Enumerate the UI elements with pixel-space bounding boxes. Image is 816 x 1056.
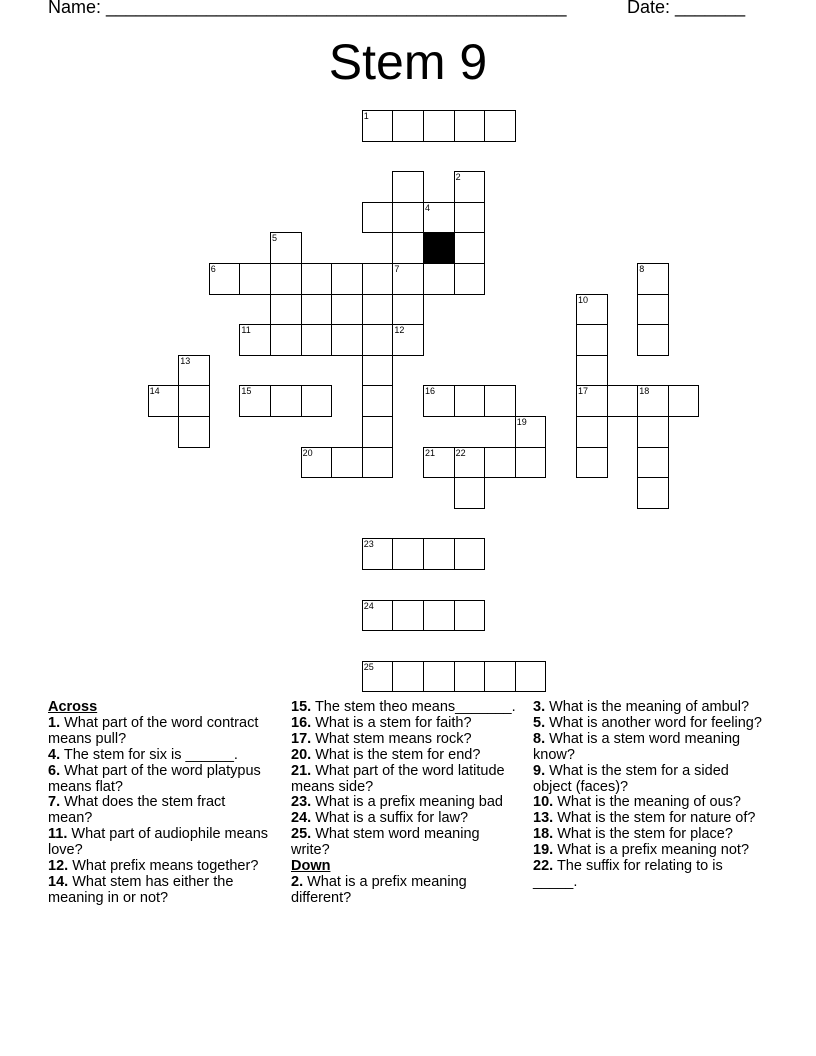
clue-label-number: 17. bbox=[291, 730, 312, 747]
clue-text: What is the stem for a sided object (faces)? bbox=[533, 762, 729, 795]
clue bbox=[533, 811, 768, 827]
crossword-cell[interactable] bbox=[270, 324, 302, 356]
clue-text: What part of the word platypus means flat? bbox=[48, 762, 261, 795]
crossword-cell[interactable] bbox=[331, 447, 363, 479]
clue-label-number: 12. bbox=[48, 858, 69, 875]
crossword-cell[interactable] bbox=[484, 385, 516, 417]
clue-number: 15 bbox=[241, 386, 252, 397]
clue-text: What part of the word latitude means side? bbox=[291, 762, 505, 795]
clue-label-number: 23. bbox=[291, 794, 312, 811]
crossword-cell[interactable] bbox=[423, 110, 455, 142]
clue bbox=[48, 827, 273, 859]
crossword-cell[interactable] bbox=[454, 110, 486, 142]
clue-label-number: 14. bbox=[48, 873, 69, 890]
clue bbox=[48, 859, 273, 875]
crossword-cell[interactable] bbox=[362, 416, 394, 448]
clue bbox=[48, 716, 273, 748]
crossword-cell[interactable] bbox=[637, 324, 669, 356]
crossword-cell[interactable] bbox=[576, 385, 608, 417]
crossword-cell[interactable] bbox=[362, 538, 394, 570]
clue-label-number: 6. bbox=[48, 762, 61, 779]
crossword-cell[interactable] bbox=[454, 171, 486, 203]
clue-text: What is a suffix for law? bbox=[311, 810, 469, 827]
crossword-cell[interactable] bbox=[607, 385, 639, 417]
crossword-cell[interactable] bbox=[515, 661, 547, 693]
crossword-cell[interactable] bbox=[515, 447, 547, 479]
clue-text: What is the meaning of ambul? bbox=[545, 699, 750, 715]
clue bbox=[291, 875, 516, 907]
clue-text: What stem word meaning write? bbox=[291, 826, 480, 859]
crossword-cell[interactable] bbox=[576, 355, 608, 387]
crossword-cell[interactable] bbox=[362, 600, 394, 632]
crossword-cell[interactable] bbox=[331, 263, 363, 295]
clue-number: 25 bbox=[363, 661, 374, 672]
clue-label-number: 24. bbox=[291, 810, 312, 827]
crossword-cell[interactable] bbox=[454, 661, 486, 693]
crossword-cell[interactable] bbox=[392, 538, 424, 570]
clue-text: The stem theo means_______. bbox=[311, 699, 516, 715]
crossword-cell[interactable] bbox=[270, 263, 302, 295]
crossword-cell[interactable] bbox=[239, 263, 271, 295]
clue bbox=[533, 827, 768, 843]
page-title: Stem 9 bbox=[328, 34, 488, 90]
clue-label-number: 11. bbox=[48, 826, 68, 843]
clue-text: What stem means rock? bbox=[311, 730, 472, 747]
clue-number: 18 bbox=[639, 386, 650, 397]
crossword-cell[interactable] bbox=[362, 324, 394, 356]
crossword-cell[interactable] bbox=[301, 447, 333, 479]
crossword-cell[interactable] bbox=[484, 661, 516, 693]
clue-number: 24 bbox=[363, 600, 374, 611]
down-heading: Down bbox=[291, 858, 331, 875]
clue-label-number: 1. bbox=[48, 714, 61, 731]
clue bbox=[291, 827, 516, 859]
crossword-cell[interactable] bbox=[392, 171, 424, 203]
clue-number: 21 bbox=[425, 447, 436, 458]
clue bbox=[533, 732, 768, 764]
crossword-cell[interactable] bbox=[576, 294, 608, 326]
clue-number: 13 bbox=[180, 355, 191, 366]
clue-label-number: 4. bbox=[48, 746, 61, 763]
crossword-cell[interactable] bbox=[362, 355, 394, 387]
crossword-cell[interactable] bbox=[148, 385, 180, 417]
crossword-cell[interactable] bbox=[423, 385, 455, 417]
crossword-cell[interactable] bbox=[484, 447, 516, 479]
clue bbox=[48, 764, 273, 796]
clue-number: 23 bbox=[363, 539, 374, 550]
crossword-cell[interactable] bbox=[331, 294, 363, 326]
crossword-cell[interactable] bbox=[301, 385, 333, 417]
clue-number: 8 bbox=[639, 264, 645, 274]
across-heading: Across bbox=[48, 699, 98, 715]
clue-number: 1 bbox=[363, 111, 369, 121]
clue-text: The suffix for relating to is _____. bbox=[533, 858, 723, 890]
crossword-cell[interactable] bbox=[301, 324, 333, 356]
crossword-cell[interactable] bbox=[362, 263, 394, 295]
crossword-cell[interactable] bbox=[270, 232, 302, 264]
clue-label-number: 8. bbox=[533, 730, 546, 747]
clue-text: What stem has either the meaning in or not? bbox=[48, 873, 234, 906]
clue-text: What prefix means together? bbox=[68, 858, 259, 875]
clue-number: 16 bbox=[425, 386, 436, 397]
crossword-cell[interactable] bbox=[637, 416, 669, 448]
crossword-cell[interactable] bbox=[637, 263, 669, 295]
crossword-cell[interactable] bbox=[423, 600, 455, 632]
clue bbox=[48, 795, 273, 827]
crossword-cell[interactable] bbox=[392, 263, 424, 295]
crossword-cell[interactable] bbox=[423, 661, 455, 693]
clue bbox=[48, 875, 273, 907]
clue-text: What is the stem for nature of? bbox=[553, 810, 756, 827]
crossword-cell[interactable] bbox=[423, 202, 455, 234]
crossword-cell[interactable] bbox=[637, 477, 669, 509]
clue-text: What is the meaning of ous? bbox=[553, 794, 741, 811]
clue-text: What is a prefix meaning bad bbox=[311, 794, 503, 811]
clue-label-number: 21. bbox=[291, 762, 312, 779]
crossword-black-cell bbox=[423, 232, 455, 264]
clue bbox=[291, 748, 516, 764]
clue bbox=[291, 795, 516, 811]
clue-text: What is a prefix meaning not? bbox=[553, 842, 750, 859]
clue-label-number: 16. bbox=[291, 714, 312, 731]
across-clues-column bbox=[48, 700, 273, 907]
clue-text: The stem for six is ______. bbox=[60, 746, 238, 763]
crossword-cell[interactable] bbox=[423, 263, 455, 295]
crossword-cell[interactable] bbox=[239, 324, 271, 356]
crossword-cell[interactable] bbox=[178, 355, 210, 387]
crossword-cell[interactable] bbox=[668, 385, 700, 417]
crossword-cell[interactable] bbox=[484, 110, 516, 142]
clue-number: 17 bbox=[578, 386, 589, 397]
clue-label-number: 13. bbox=[533, 810, 554, 827]
crossword-cell[interactable] bbox=[362, 447, 394, 479]
crossword-cell[interactable] bbox=[454, 477, 486, 509]
crossword-cell[interactable] bbox=[270, 385, 302, 417]
clue-text: What part of the word contract means pull? bbox=[48, 714, 259, 747]
crossword-cell[interactable] bbox=[392, 294, 424, 326]
crossword-cell[interactable] bbox=[178, 385, 210, 417]
date-field-label: Date: _______ bbox=[627, 0, 746, 17]
crossword-cell[interactable] bbox=[392, 324, 424, 356]
clue bbox=[533, 843, 768, 859]
crossword-cell[interactable] bbox=[454, 447, 486, 479]
crossword-cell[interactable] bbox=[637, 385, 669, 417]
crossword-cell[interactable] bbox=[331, 324, 363, 356]
clue bbox=[291, 811, 516, 827]
clue-text: What is a prefix meaning different? bbox=[291, 873, 467, 906]
crossword-cell[interactable] bbox=[454, 232, 486, 264]
crossword-cell[interactable] bbox=[515, 416, 547, 448]
clue-text: What is another word for feeling? bbox=[545, 714, 762, 731]
crossword-cell[interactable] bbox=[362, 385, 394, 417]
clue-label-number: 10. bbox=[533, 794, 554, 811]
clue-number: 20 bbox=[302, 447, 313, 458]
crossword-cell[interactable] bbox=[454, 263, 486, 295]
crossword-cell[interactable] bbox=[362, 202, 394, 234]
crossword-cell[interactable] bbox=[454, 385, 486, 417]
crossword-cell[interactable] bbox=[239, 385, 271, 417]
crossword-cell[interactable] bbox=[392, 600, 424, 632]
clue bbox=[291, 732, 516, 748]
crossword-cell[interactable] bbox=[392, 202, 424, 234]
clue-label-number: 3. bbox=[533, 699, 546, 715]
crossword-cell[interactable] bbox=[178, 416, 210, 448]
clue-text: What is a stem for faith? bbox=[311, 714, 472, 731]
name-field-label: Name: ______________________________________________ bbox=[48, 0, 567, 17]
clue bbox=[533, 764, 768, 796]
crossword-cell[interactable] bbox=[576, 324, 608, 356]
crossword-cell[interactable] bbox=[637, 294, 669, 326]
crossword-cell[interactable] bbox=[392, 110, 424, 142]
crossword-cell[interactable] bbox=[301, 263, 333, 295]
clue-number: 6 bbox=[210, 264, 216, 274]
clue-label-number: 22. bbox=[533, 858, 554, 875]
clue bbox=[533, 700, 768, 716]
crossword-cell[interactable] bbox=[637, 447, 669, 479]
clue bbox=[291, 716, 516, 732]
crossword-cell[interactable] bbox=[209, 263, 241, 295]
clue-label-number: 20. bbox=[291, 746, 312, 763]
clue-label-number: 18. bbox=[533, 826, 554, 843]
clue-text: What part of audiophile means love? bbox=[48, 826, 269, 859]
down-clues-column bbox=[533, 700, 768, 891]
crossword-cell[interactable] bbox=[454, 600, 486, 632]
clue-number: 22 bbox=[455, 447, 466, 458]
crossword-cell[interactable] bbox=[270, 294, 302, 326]
clue-text: What is the stem for place? bbox=[553, 826, 733, 843]
clue-number: 7 bbox=[394, 264, 400, 274]
clue bbox=[48, 748, 273, 764]
clue-label-number: 5. bbox=[533, 714, 546, 731]
crossword-cell[interactable] bbox=[454, 202, 486, 234]
across-clues-column-2 bbox=[291, 700, 516, 907]
clue-label-number: 19. bbox=[533, 842, 554, 859]
crossword-cell[interactable] bbox=[423, 447, 455, 479]
clue-number: 19 bbox=[516, 417, 527, 427]
clue-text: What is a stem word meaning know? bbox=[533, 730, 741, 763]
clue-text: What is the stem for end? bbox=[311, 746, 481, 763]
clue bbox=[533, 859, 768, 891]
crossword-cell[interactable] bbox=[454, 538, 486, 570]
clue-label-number: 15. bbox=[291, 699, 312, 715]
crossword-cell[interactable] bbox=[392, 232, 424, 264]
clue-label-number: 2. bbox=[291, 873, 304, 890]
clue-number: 4 bbox=[425, 202, 431, 213]
clue bbox=[533, 716, 768, 732]
clue-label-number: 25. bbox=[291, 826, 312, 843]
clue bbox=[291, 700, 516, 716]
clue-text: What does the stem fract mean? bbox=[48, 794, 226, 827]
crossword-cell[interactable] bbox=[576, 416, 608, 448]
clue bbox=[533, 795, 768, 811]
crossword-cell[interactable] bbox=[576, 447, 608, 479]
crossword-cell[interactable] bbox=[362, 661, 394, 693]
clue-label-number: 7. bbox=[48, 794, 61, 811]
crossword-cell[interactable] bbox=[362, 110, 394, 142]
clue-label-number: 9. bbox=[533, 762, 546, 779]
clue-number: 2 bbox=[455, 172, 461, 183]
clue-number: 5 bbox=[272, 233, 278, 244]
clue bbox=[291, 764, 516, 796]
clue-number: 11 bbox=[241, 325, 251, 336]
crossword-cell[interactable] bbox=[392, 661, 424, 693]
crossword-cell[interactable] bbox=[423, 538, 455, 570]
clue-number: 10 bbox=[578, 294, 589, 305]
clue-number: 12 bbox=[394, 325, 405, 336]
clue-number: 14 bbox=[149, 386, 160, 397]
